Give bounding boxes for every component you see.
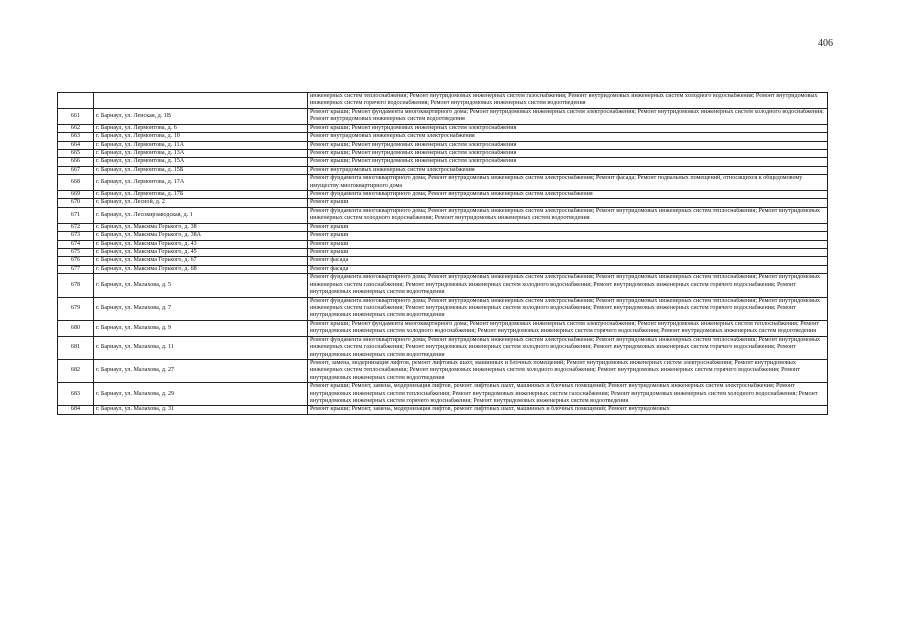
row-number: 682 [58, 359, 94, 382]
works-cell: Ремонт крыши; Ремонт, замена, модернизация лифтов, ремонт лифтовых шахт, машинных и блочных помещений; Ремонт внутридомовых [308, 406, 828, 414]
row-number: 671 [58, 207, 94, 223]
works-cell: Ремонт фундамента многоквартирного дома; Ремонт внутридомовых инженерных систем электроснабжения; Ремонт внутридомовых инженерных систем теплоснабжения; Ремонт внутридомовых инженерных систем газоснабжения; Ремонт внутридомовых инженерных систем холодного водоснабжения; Ремонт внутридомовых инженерных систем горячего водоснабжения; Ремонт внутридомовых инженерных систем водоотведения [308, 274, 828, 297]
row-number: 667 [58, 166, 94, 174]
address-cell: г. Барнаул, ул. Лермонтова, д. 13А [94, 149, 308, 157]
works-cell: Ремонт крыши; Ремонт внутридомовых инженерных систем электроснабжения [308, 149, 828, 157]
works-cell: Ремонт крыши [308, 240, 828, 248]
works-cell: Ремонт фундамента многоквартирного дома; Ремонт внутридомовых инженерных систем электроснабжения; Ремонт внутридомовых инженерных систем теплоснабжения; Ремонт внутридомовых инженерных систем газоснабжения; Ремонт внутридомовых инженерных систем холодного водоснабжения; Ремонт внутридомовых инженерных систем горячего водоснабжения; Ремонт внутридомовых инженерных систем водоотведения [308, 336, 828, 359]
table-row [58, 274, 828, 297]
table-row [58, 359, 828, 382]
address-cell: г. Барнаул, ул. Максима Горького, д. 38А [94, 232, 308, 240]
table-row [58, 383, 828, 406]
address-cell: г. Барнаул, ул. Максима Горького, д. 45 [94, 249, 308, 257]
row-number: 674 [58, 240, 94, 248]
works-cell: Ремонт фундамента многоквартирного дома; Ремонт внутридомовых инженерных систем электроснабжения; Ремонт фасада; Ремонт подвальных помещений, относящихся к общедомовому имуществу многоквартирного дома [308, 175, 828, 191]
works-cell: инженерных систем теплоснабжения; Ремонт внутридомовых инженерных систем газоснабжения; Ремонт внутридомовых инженерных систем холодного водоснабжения; Ремонт внутридомовых инженерных систем горячего водоснабжения; Ремонт внутридомовых инженерных систем водоотведения [308, 93, 828, 109]
row-number: 684 [58, 406, 94, 414]
works-cell: Ремонт крыши; Ремонт внутридомовых инженерных систем электроснабжения [308, 158, 828, 166]
works-cell: Ремонт крыши [308, 232, 828, 240]
works-cell: Ремонт крыши; Ремонт внутридомовых инженерных систем электроснабжения [308, 124, 828, 132]
row-number: 666 [58, 158, 94, 166]
works-cell: Ремонт крыши [308, 199, 828, 207]
address-cell: г. Барнаул, ул. Малахова, д. 29 [94, 383, 308, 406]
works-cell: Ремонт фасада [308, 265, 828, 273]
address-cell: г. Барнаул, ул. Ленская, д. 1В [94, 108, 308, 124]
works-cell: Ремонт, замена, модернизация лифтов, ремонт лифтовых шахт, машинных и блочных помещений; Ремонт внутридомовых инженерных систем электроснабжения; Ремонт внутридомовых инженерных систем теплоснабжения; Ремонт внутридомовых инженерных систем холодного водоснабжения; Ремонт внутридомовых инженерных систем горячего водоснабжения; Ремонт внутридомовых инженерных систем водоотведения [308, 359, 828, 382]
address-cell: г. Барнаул, ул. Лермонтова, д. 15А [94, 158, 308, 166]
table-row [58, 207, 828, 223]
address-cell: г. Барнаул, ул. Лесной, д. 2 [94, 199, 308, 207]
row-number: 662 [58, 124, 94, 132]
address-cell: г. Барнаул, ул. Лермонтова, д. 17А [94, 175, 308, 191]
address-cell: г. Барнаул, ул. Максима Горького, д. 38 [94, 223, 308, 231]
table-row [58, 240, 828, 248]
address-cell: г. Барнаул, ул. Малахова, д. 31 [94, 406, 308, 414]
table-row [58, 93, 828, 109]
address-cell: г. Барнаул, ул. Малахова, д. 5 [94, 274, 308, 297]
works-cell: Ремонт фасада [308, 257, 828, 265]
row-number: 683 [58, 383, 94, 406]
works-cell: Ремонт крыши; Ремонт фундамента многоквартирного дома; Ремонт внутридомовых инженерных систем электроснабжения; Ремонт внутридомовых инженерных систем холодного водоснабжения; Ремонт внутридомовых инженерных систем водоотведения [308, 108, 828, 124]
table-row [58, 249, 828, 257]
table-row [58, 175, 828, 191]
row-number: 680 [58, 320, 94, 336]
row-number: 669 [58, 191, 94, 199]
table-row [58, 336, 828, 359]
row-number: 672 [58, 223, 94, 231]
table-row [58, 141, 828, 149]
row-number: 670 [58, 199, 94, 207]
address-cell: г. Барнаул, ул. Максима Горького, д. 43 [94, 240, 308, 248]
address-cell: г. Барнаул, ул. Малахова, д. 11 [94, 336, 308, 359]
row-number: 676 [58, 257, 94, 265]
row-number: 681 [58, 336, 94, 359]
works-cell: Ремонт фундамента многоквартирного дома; Ремонт внутридомовых инженерных систем электроснабжения [308, 191, 828, 199]
address-cell: г. Барнаул, ул. Лермонтова, д. 10 [94, 133, 308, 141]
table-row [58, 320, 828, 336]
address-cell: г. Барнаул, ул. Лесокирзаводская, д. 1 [94, 207, 308, 223]
address-cell: г. Барнаул, ул. Лермонтова, д. 11А [94, 141, 308, 149]
row-number: 673 [58, 232, 94, 240]
registry-body [58, 93, 828, 415]
address-cell: г. Барнаул, ул. Максима Горького, д. 67 [94, 257, 308, 265]
table-row [58, 149, 828, 157]
table-row [58, 232, 828, 240]
table-row [58, 199, 828, 207]
address-cell: г. Барнаул, ул. Максима Горького, д. 68 [94, 265, 308, 273]
row-number: 663 [58, 133, 94, 141]
table-row [58, 191, 828, 199]
works-cell: Ремонт крыши; Ремонт, замена, модернизация лифтов, ремонт лифтовых шахт, машинных и блочных помещений; Ремонт внутридомовых инженерных систем электроснабжения; Ремонт внутридомовых инженерных систем теплоснабжения; Ремонт внутридомовых инженерных систем газоснабжения; Ремонт внутридомовых инженерных систем холодного водоснабжения; Ремонт внутридомовых инженерных систем горячего водоснабжения; Ремонт внутридомовых инженерных систем водоотведения [308, 383, 828, 406]
table-row [58, 223, 828, 231]
page-number: 406 [818, 38, 833, 49]
table-row [58, 133, 828, 141]
table-row [58, 124, 828, 132]
repair-registry-table [57, 92, 828, 415]
table-row [58, 297, 828, 320]
works-cell: Ремонт фундамента многоквартирного дома; Ремонт внутридомовых инженерных систем электроснабжения; Ремонт внутридомовых инженерных систем теплоснабжения; Ремонт внутридомовых инженерных систем газоснабжения; Ремонт внутридомовых инженерных систем холодного водоснабжения; Ремонт внутридомовых инженерных систем горячего водоснабжения; Ремонт внутридомовых инженерных систем водоотведения [308, 297, 828, 320]
address-cell: г. Барнаул, ул. Малахова, д. 9 [94, 320, 308, 336]
works-cell: Ремонт крыши; Ремонт внутридомовых инженерных систем электроснабжения [308, 141, 828, 149]
works-cell: Ремонт крыши [308, 249, 828, 257]
row-number: 668 [58, 175, 94, 191]
row-number [58, 93, 94, 109]
works-cell: Ремонт крыши; Ремонт фундамента многоквартирного дома; Ремонт внутридомовых инженерных систем электроснабжения; Ремонт внутридомовых инженерных систем теплоснабжения; Ремонт внутридомовых инженерных систем холодного водоснабжения; Ремонт внутридомовых инженерных систем горячего водоснабжения; Ремонт внутридомовых инженерных систем водоотведения [308, 320, 828, 336]
address-cell: г. Барнаул, ул. Лермонтова, д. 6 [94, 124, 308, 132]
address-cell: г. Барнаул, ул. Малахова, д. 27 [94, 359, 308, 382]
table-row [58, 406, 828, 414]
row-number: 661 [58, 108, 94, 124]
works-cell: Ремонт внутридомовых инженерных систем электроснабжения [308, 166, 828, 174]
table-row [58, 158, 828, 166]
works-cell: Ремонт крыши [308, 223, 828, 231]
table-row [58, 257, 828, 265]
row-number: 665 [58, 149, 94, 157]
row-number: 664 [58, 141, 94, 149]
address-cell [94, 93, 308, 109]
row-number: 678 [58, 274, 94, 297]
address-cell: г. Барнаул, ул. Лермонтова, д. 15Б [94, 166, 308, 174]
row-number: 677 [58, 265, 94, 273]
works-cell: Ремонт внутридомовых инженерных систем электроснабжения [308, 133, 828, 141]
table-row [58, 166, 828, 174]
address-cell: г. Барнаул, ул. Малахова, д. 7 [94, 297, 308, 320]
row-number: 679 [58, 297, 94, 320]
row-number: 675 [58, 249, 94, 257]
table-row [58, 265, 828, 273]
works-cell: Ремонт фундамента многоквартирного дома; Ремонт внутридомовых инженерных систем электроснабжения; Ремонт внутридомовых инженерных систем теплоснабжения; Ремонт внутридомовых инженерных систем холодного водоснабжения; Ремонт внутридомовых инженерных систем водоотведения [308, 207, 828, 223]
table-row [58, 108, 828, 124]
address-cell: г. Барнаул, ул. Лермонтова, д. 17Б [94, 191, 308, 199]
